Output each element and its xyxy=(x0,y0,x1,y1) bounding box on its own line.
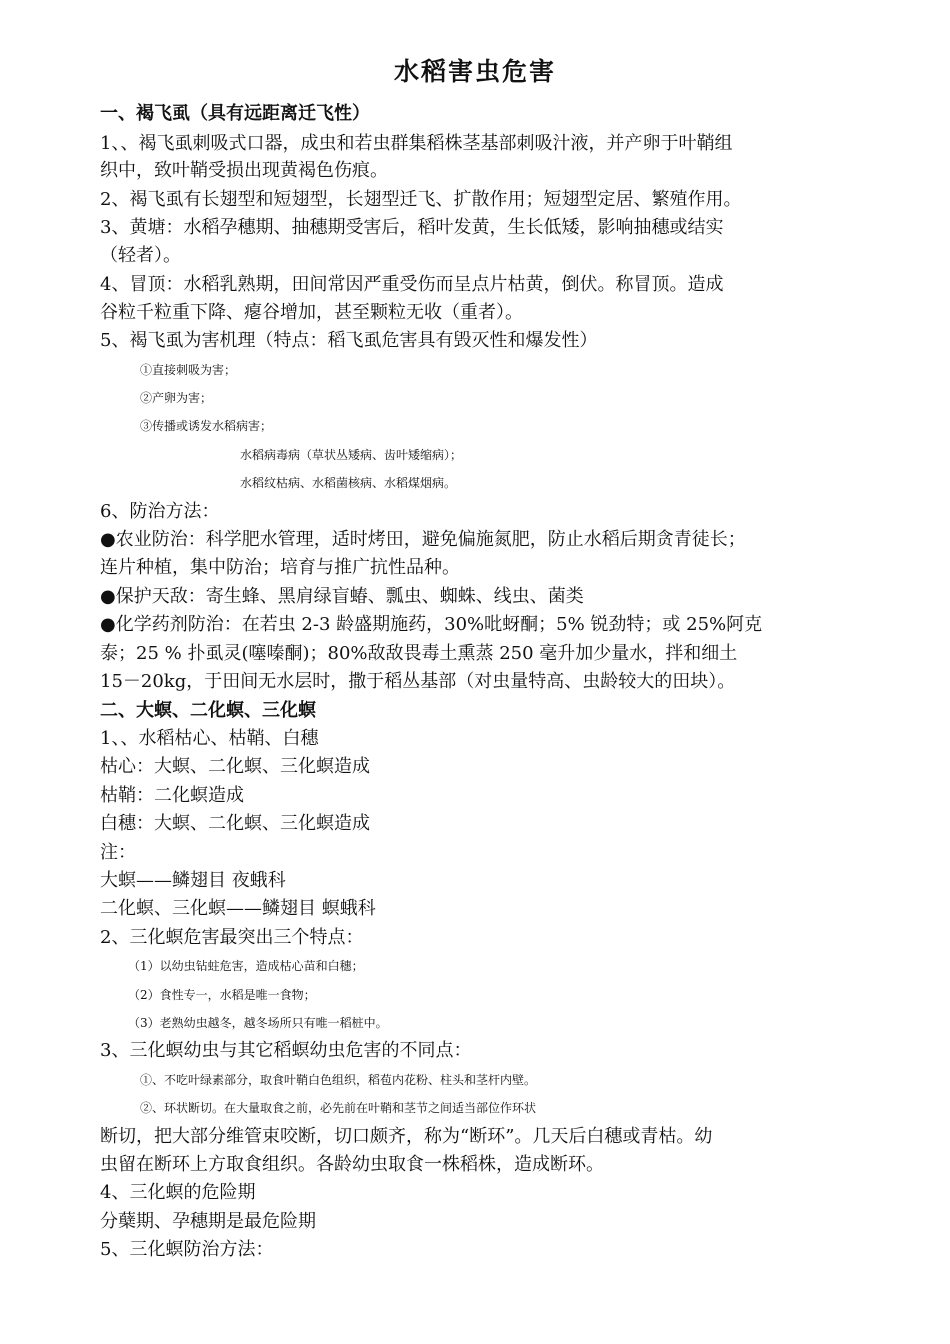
list-item: ③传播或诱发水稻病害； xyxy=(140,419,273,433)
paragraph-line: 大螟——鳞翅目 夜蛾科 xyxy=(100,870,286,891)
bullet-line: ●保护天敌：寄生蜂、黑肩绿盲蝽、瓢虫、蜘蛛、线虫、菌类 xyxy=(100,586,584,607)
paragraph-line: 4、冒顶：水稻乳熟期，田间常因严重受伤而呈点片枯黄，倒伏。称冒顶。造成 xyxy=(100,274,724,295)
paragraph-line: 枯心：大螟、二化螟、三化螟造成 xyxy=(100,756,370,777)
bullet-line: ●化学药剂防治：在若虫 2-3 龄盛期施药，30%吡蚜酮；5% 锐劲特；或 25%阿克 xyxy=(100,614,763,635)
section-heading: 一、褐飞虱（具有远距离迁飞性） xyxy=(100,103,370,124)
bullet-line: ●农业防治：科学肥水管理，适时烤田，避免偏施氮肥，防止水稻后期贪青徒长； xyxy=(100,529,746,550)
section-heading: 二、大螟、二化螟、三化螟 xyxy=(100,700,316,721)
paragraph-line: 1、、水稻枯心、枯鞘、白穗 xyxy=(100,728,319,749)
paragraph-line: 谷粒千粒重下降、瘪谷增加，甚至颗粒无收（重者）。 xyxy=(100,302,523,323)
sub-list-item: 水稻纹枯病、水稻菌核病、水稻煤烟病。 xyxy=(240,476,457,490)
paragraph-line: 6、防治方法： xyxy=(100,501,220,522)
paragraph-line: 3、三化螟幼虫与其它稻螟幼虫危害的不同点： xyxy=(100,1040,472,1061)
paragraph-line: （轻者）。 xyxy=(100,245,181,266)
list-item: ②、环状断切。在大量取食之前，必先前在叶鞘和茎节之间适当部位作环状 xyxy=(140,1101,537,1115)
list-item: ②产卵为害； xyxy=(140,391,213,405)
paragraph-line: 二化螟、三化螟——鳞翅目 螟蛾科 xyxy=(100,898,376,919)
paragraph-line: 4、三化螟的危险期 xyxy=(100,1182,256,1203)
paragraph-line: 3、黄塘：水稻孕穗期、抽穗期受害后，稻叶发黄，生长低矮，影响抽穗或结实 xyxy=(100,217,724,238)
paragraph-line: 分蘖期、孕穗期是最危险期 xyxy=(100,1211,316,1232)
paragraph-line: 织中，致叶鞘受损出现黄褐色伤痕。 xyxy=(100,160,388,181)
list-item: ①、不吃叶绿素部分，取食叶鞘白色组织，稻苞内花粉、柱头和茎杆内壁。 xyxy=(140,1073,537,1087)
sub-list-item: 水稻病毒病（草状丛矮病、齿叶矮缩病）； xyxy=(240,448,463,462)
paragraph-line: 泰；25 % 扑虱灵(噻嗪酮)；80%敌敌畏毒土熏蒸 250 毫升加少量水，拌和细土 xyxy=(100,643,738,664)
paragraph-line: 2、褐飞虱有长翅型和短翅型，长翅型迁飞、扩散作用；短翅型定居、繁殖作用。 xyxy=(100,189,742,210)
list-item: （2）食性专一，水稻是唯一食物； xyxy=(128,988,316,1002)
paragraph-line: 连片种植，集中防治；培育与推广抗性品种。 xyxy=(100,557,460,578)
paragraph-line: 5、褐飞虱为害机理（特点：稻飞虱危害具有毁灭性和爆发性） xyxy=(100,330,598,351)
paragraph-line: 白穗：大螟、二化螟、三化螟造成 xyxy=(100,813,370,834)
paragraph-line: 断切，把大部分维管束咬断，切口颇齐，称为“断环”。几天后白穗或青枯。幼 xyxy=(100,1126,713,1147)
paragraph-line: 2、三化螟危害最突出三个特点： xyxy=(100,927,364,948)
paragraph-line: 1、、褐飞虱刺吸式口器，成虫和若虫群集稻株茎基部刺吸汁液，并产卵于叶鞘组 xyxy=(100,133,733,154)
paragraph-line: 注： xyxy=(100,842,136,863)
paragraph-line: 15－20kg，于田间无水层时，撒于稻丛基部（对虫量特高、虫龄较大的田块）。 xyxy=(100,671,736,692)
document-title: 水稻害虫危害 xyxy=(393,57,556,86)
paragraph-line: 5、三化螟防治方法： xyxy=(100,1239,274,1260)
paragraph-line: 虫留在断环上方取食组织。各龄幼虫取食一株稻株，造成断环。 xyxy=(100,1154,604,1175)
list-item: （3）老熟幼虫越冬，越冬场所只有唯一稻桩中。 xyxy=(128,1016,388,1030)
list-item: （1）以幼虫钻蛀危害，造成枯心苗和白穗； xyxy=(128,959,364,973)
list-item: ①直接刺吸为害； xyxy=(140,363,237,377)
paragraph-line: 枯鞘：二化螟造成 xyxy=(100,785,244,806)
